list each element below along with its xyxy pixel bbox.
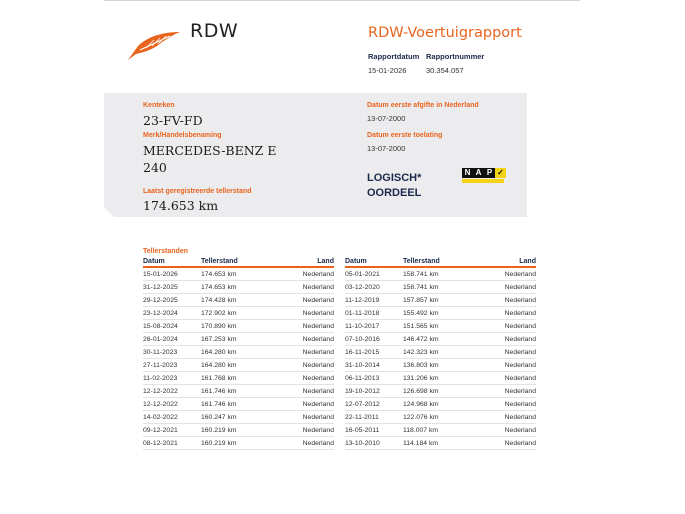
cell-land: Nederland [302, 387, 334, 395]
cell-land: Nederland [302, 400, 334, 408]
oordeel-line-1: LOGISCH* [367, 172, 422, 184]
nap-letter-a: A [473, 168, 484, 178]
table-row [143, 281, 334, 294]
cell-land: Nederland [302, 413, 334, 421]
table-row [143, 411, 334, 424]
nap-check-icon: ✓ [495, 168, 506, 178]
nap-bar [462, 179, 504, 183]
cell-tellerstand: 131.206 km [403, 374, 439, 382]
cell-tellerstand: 164.280 km [201, 348, 237, 356]
cell-land: Nederland [504, 400, 536, 408]
rapportnummer-block [426, 52, 484, 75]
table-row [345, 320, 536, 333]
rapportdatum-label: Rapportdatum [368, 52, 420, 61]
cell-datum: 29-12-2025 [143, 296, 178, 304]
table-row [345, 346, 536, 359]
cell-datum: 07-10-2016 [345, 335, 380, 343]
cell-land: Nederland [302, 322, 334, 330]
cell-tellerstand: 151.565 km [403, 322, 439, 330]
header-land: Land [519, 258, 536, 265]
cell-tellerstand: 174.653 km [201, 270, 237, 278]
rdw-logo-icon [126, 28, 182, 67]
cell-land: Nederland [504, 296, 536, 304]
cell-land: Nederland [504, 413, 536, 421]
cell-land: Nederland [302, 374, 334, 382]
cell-tellerstand: 161.768 km [201, 374, 237, 382]
cell-tellerstand: 160.219 km [201, 439, 237, 447]
cell-tellerstand: 122.076 km [403, 413, 439, 421]
table-row [345, 398, 536, 411]
table-row [143, 437, 334, 450]
table-row [143, 346, 334, 359]
cell-tellerstand: 161.746 km [201, 400, 237, 408]
nap-letter-p: P [484, 168, 495, 178]
table-row [143, 333, 334, 346]
cell-land: Nederland [302, 426, 334, 434]
cell-datum: 13-10-2010 [345, 439, 380, 447]
cell-datum: 31-12-2025 [143, 283, 178, 291]
table-row [345, 411, 536, 424]
afgifte-value: 13-07-2000 [367, 114, 406, 123]
oordeel-text [367, 171, 421, 201]
logo-text: RDW [190, 20, 239, 42]
tellerstand-label: Laatst geregistreerde tellerstand [143, 188, 252, 195]
cell-tellerstand: 160.219 km [201, 426, 237, 434]
cell-land: Nederland [504, 387, 536, 395]
table-row [143, 398, 334, 411]
cell-datum: 14-02-2022 [143, 413, 178, 421]
cell-datum: 15-01-2026 [143, 270, 178, 278]
cell-land: Nederland [504, 335, 536, 343]
header-datum: Datum [345, 258, 367, 265]
cell-tellerstand: 161.746 km [201, 387, 237, 395]
cell-datum: 27-11-2023 [143, 361, 178, 369]
tellerstanden-table-left [143, 258, 334, 450]
cell-datum: 16-05-2011 [345, 426, 380, 434]
cell-tellerstand: 160.247 km [201, 413, 237, 421]
table-row [345, 307, 536, 320]
cell-tellerstand: 126.698 km [403, 387, 439, 395]
cell-land: Nederland [504, 283, 536, 291]
cell-datum: 15-08-2024 [143, 322, 178, 330]
header-datum: Datum [143, 258, 165, 265]
cell-datum: 11-12-2019 [345, 296, 380, 304]
cell-land: Nederland [302, 361, 334, 369]
table-row [143, 294, 334, 307]
table-row [345, 424, 536, 437]
cell-datum: 12-07-2012 [345, 400, 380, 408]
cell-datum: 30-11-2023 [143, 348, 178, 356]
table-row [143, 424, 334, 437]
cell-land: Nederland [504, 426, 536, 434]
cell-datum: 01-11-2018 [345, 309, 380, 317]
rapportdatum-value: 15-01-2026 [368, 66, 407, 75]
cell-land: Nederland [504, 439, 536, 447]
table-row [345, 281, 536, 294]
header-tellerstand: Tellerstand [201, 258, 238, 265]
cell-datum: 31-10-2014 [345, 361, 380, 369]
cell-tellerstand: 172.902 km [201, 309, 237, 317]
rapportnummer-value: 30.354.057 [426, 66, 464, 75]
cell-tellerstand: 158.741 km [403, 283, 439, 291]
cell-land: Nederland [504, 309, 536, 317]
cell-land: Nederland [504, 270, 536, 278]
table-row [345, 437, 536, 450]
header-land: Land [317, 258, 334, 265]
toelating-label: Datum eerste toelating [367, 132, 443, 139]
cell-datum: 12-12-2022 [143, 400, 178, 408]
cell-land: Nederland [302, 309, 334, 317]
cell-datum: 23-12-2024 [143, 309, 178, 317]
cell-datum: 06-11-2013 [345, 374, 380, 382]
cell-datum: 19-10-2012 [345, 387, 380, 395]
cell-land: Nederland [302, 439, 334, 447]
table-row [143, 385, 334, 398]
cell-datum: 11-10-2017 [345, 322, 380, 330]
cell-datum: 09-12-2021 [143, 426, 178, 434]
cell-tellerstand: 158.741 km [403, 270, 439, 278]
cell-tellerstand: 114.184 km [403, 439, 439, 447]
cell-tellerstand: 142.323 km [403, 348, 439, 356]
cell-land: Nederland [302, 283, 334, 291]
cell-datum: 16-11-2015 [345, 348, 380, 356]
cell-land: Nederland [504, 374, 536, 382]
cell-tellerstand: 136.803 km [403, 361, 439, 369]
cell-tellerstand: 174.428 km [201, 296, 237, 304]
cell-datum: 08-12-2021 [143, 439, 178, 447]
cell-land: Nederland [302, 348, 334, 356]
nap-logo [462, 168, 506, 178]
table-row [143, 359, 334, 372]
nap-letter-n: N [462, 168, 473, 178]
cell-land: Nederland [504, 348, 536, 356]
cell-datum: 26-01-2024 [143, 335, 178, 343]
afgifte-label: Datum eerste afgifte in Nederland [367, 102, 479, 109]
tellerstanden-title: Tellerstanden [143, 248, 188, 255]
rapportdatum-block [368, 52, 419, 75]
report-title: RDW-Voertuigrapport [368, 25, 522, 41]
cell-land: Nederland [302, 335, 334, 343]
table-row [345, 294, 536, 307]
kenteken-value: 23-FV-FD [143, 113, 203, 128]
table-header [143, 258, 334, 268]
table-row [345, 333, 536, 346]
oordeel-line-2: OORDEEL [367, 187, 422, 199]
cell-tellerstand: 157.857 km [403, 296, 439, 304]
cell-tellerstand: 167.253 km [201, 335, 237, 343]
cell-tellerstand: 118.007 km [403, 426, 439, 434]
cell-land: Nederland [504, 322, 536, 330]
merk-label: Merk/Handelsbenaming [143, 132, 222, 139]
tellerstand-value: 174.653 km [143, 198, 219, 213]
cell-datum: 11-02-2023 [143, 374, 178, 382]
header-tellerstand: Tellerstand [403, 258, 440, 265]
cell-tellerstand: 146.472 km [403, 335, 439, 343]
cell-tellerstand: 164.280 km [201, 361, 237, 369]
cell-land: Nederland [504, 361, 536, 369]
table-row [345, 359, 536, 372]
cell-land: Nederland [302, 296, 334, 304]
cell-datum: 03-12-2020 [345, 283, 380, 291]
kenteken-label: Kenteken [143, 102, 175, 109]
table-row [345, 268, 536, 281]
model-value: 240 [143, 160, 167, 175]
tellerstanden-table-right [345, 258, 536, 450]
cell-tellerstand: 170.890 km [201, 322, 237, 330]
cell-datum: 22-11-2011 [345, 413, 379, 421]
table-row [143, 372, 334, 385]
table-row [143, 307, 334, 320]
table-row [143, 320, 334, 333]
cell-datum: 12-12-2022 [143, 387, 178, 395]
cell-tellerstand: 124.968 km [403, 400, 439, 408]
toelating-value: 13-07-2000 [367, 144, 406, 153]
cell-land: Nederland [302, 270, 334, 278]
cell-tellerstand: 155.492 km [403, 309, 439, 317]
table-row [143, 268, 334, 281]
cell-datum: 05-01-2021 [345, 270, 380, 278]
top-divider [104, 0, 580, 1]
rapportnummer-label: Rapportnummer [426, 52, 485, 61]
table-row [345, 385, 536, 398]
cell-tellerstand: 174.653 km [201, 283, 237, 291]
merk-value: MERCEDES-BENZ E [143, 143, 277, 158]
table-header [345, 258, 536, 268]
table-row [345, 372, 536, 385]
